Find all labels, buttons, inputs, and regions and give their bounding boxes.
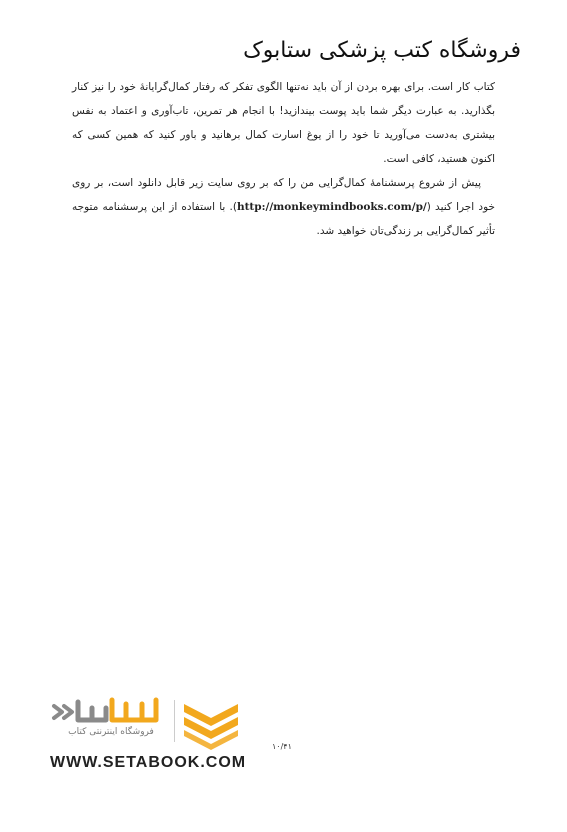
website-url[interactable]: WWW.SETABOOK.COM xyxy=(50,754,247,771)
paragraph-2 xyxy=(72,171,495,243)
store-title: فروشگاه کتب پزشکی ستابوک xyxy=(243,38,521,63)
download-url[interactable]: http://monkeymindbooks.com/p/ xyxy=(236,201,427,213)
paragraph-1: کتاب کار است. برای بهره بردن از آن باید نه‌تنها الگوی تفکر که رفتار کمال‌گرایانهٔ خود را نیز کنار بگذارید. به عبارت دیگر شما باید پوست بیندازید! با انجام هر تمرین، تاب‌آوری و اعتماد به نفس بیشتری به‌دست می‌آورید تا خود را از یوغ اسارت کمال برهانید و باور کنید که همین کسی که اکنون هستید، کافی است. xyxy=(72,81,495,165)
page-number: ۱۰/۴۱ xyxy=(272,742,292,751)
paragraph-2-after: ). با استفاده از این پرسشنامه متوجه تأثیر کمال‌گرایی بر زندگی‌تان خواهید شد. xyxy=(72,201,495,237)
body-text xyxy=(72,75,495,243)
stacked-chevrons-icon xyxy=(184,704,238,750)
logo-divider xyxy=(174,700,175,742)
setabook-logo xyxy=(48,690,248,750)
paragraph-2-before: پیش از شروع پرسشنامهٔ کمال‌گرایی من را که بر روی سایت زیر قابل دانلود است، بر روی خود اجرا کنید ( xyxy=(72,177,495,213)
setabook-wordmark-icon xyxy=(54,700,156,720)
brand-tagline: فروشگاه اینترنتی کتاب xyxy=(68,727,154,737)
